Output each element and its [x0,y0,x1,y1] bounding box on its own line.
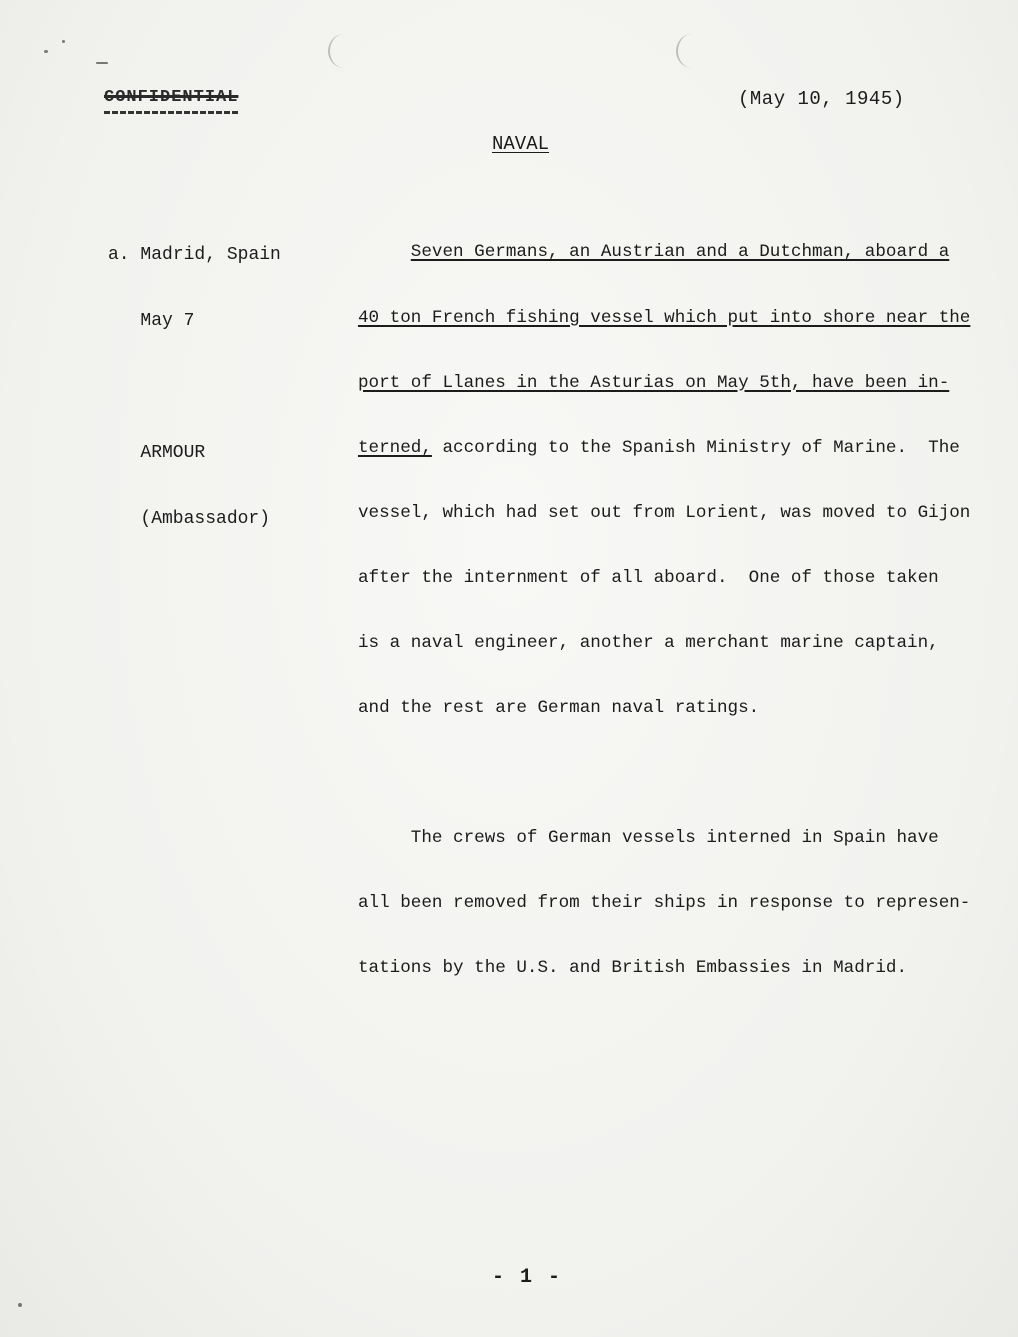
source-name: ARMOUR [140,443,206,463]
source-title: (Ambassador) [140,509,271,529]
item-marker: a. [108,245,130,265]
punch-hole [328,34,360,68]
sidebar-source-line [108,442,281,464]
body-line: after the internment of all aboard. One of those taken [358,567,939,588]
document-date: (May 10, 1945) [738,88,905,110]
section-title: NAVAL [492,133,550,155]
body-line: and the rest are German naval ratings. [358,698,760,719]
source-sidebar [108,200,281,574]
body-line: Seven Germans, an Austrian and a Dutchman, aboard a [410,242,950,263]
body-line: terned, according to the Spanish Ministry of Marine. The [358,437,960,458]
body-line: port of Llanes in the Asturias on May 5th, have been in- [358,372,950,393]
body-line: is a naval engineer, another a merchant marine captain, [358,632,939,653]
body-line: vessel, which had set out from Lorient, was moved to Gijon [358,502,971,523]
location: Madrid, Spain [140,245,281,265]
body-line: 40 ton French fishing vessel which put into shore near the [358,307,971,328]
body-line: The crews of German vessels interned in Spain have [410,828,939,849]
report-body [358,199,978,1024]
paper-speck [96,62,108,64]
sidebar-date-line [108,310,281,332]
body-line: tations by the U.S. and British Embassies in Madrid. [358,958,908,979]
paper-speck [18,1303,22,1307]
classification-underline [104,111,238,114]
page-number: - 1 - [492,1266,563,1289]
paper-speck [62,40,65,43]
paper-speck [44,50,48,53]
body-line: all been removed from their ships in response to represen- [358,893,971,914]
classification-stamp: CONFIDENTIAL [104,88,239,107]
sidebar-location-line [108,244,281,266]
sidebar-title-line [108,508,281,530]
report-date: May 7 [140,311,195,331]
punch-hole [676,34,708,68]
